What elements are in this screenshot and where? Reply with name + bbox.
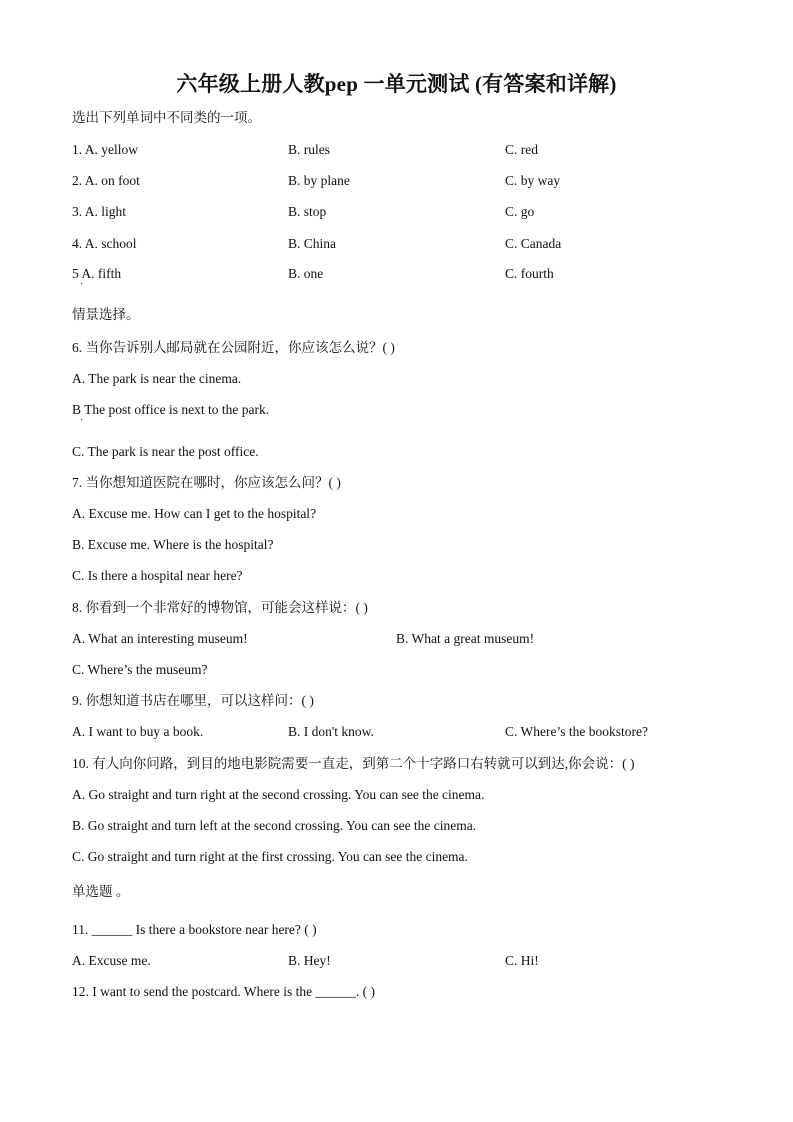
q9-option-b: B. I don't know.: [288, 724, 374, 739]
q3-option-b: B. stop: [288, 204, 327, 219]
q10-option-a: A. Go straight and turn right at the second crossing. You can see the cinema.: [72, 787, 485, 802]
q5-option-a: 5 A. fifth: [72, 266, 122, 281]
q9-question: 9. 你想知道书店在哪里，可以这样问：( ): [72, 693, 314, 708]
q1-option-c: C. red: [505, 142, 538, 157]
q7-option-b: B. Excuse me. Where is the hospital?: [72, 537, 274, 552]
page-title: 六年级上册人教pep 一单元测试 (有答案和详解): [176, 72, 617, 96]
q11-option-b: B. Hey!: [288, 953, 331, 968]
q12-question: 12. I want to send the postcard. Where is the ______. ( ): [72, 984, 376, 999]
q8-option-a: A. What an interesting museum!: [72, 631, 248, 646]
q6-option-c: C. The park is near the post office.: [72, 444, 259, 459]
q7-option-a: A. Excuse me. How can I get to the hospital?: [72, 506, 317, 521]
q5-option-c: C. fourth: [505, 266, 554, 281]
q6-option-a: A. The park is near the cinema.: [72, 371, 242, 386]
q10-option-b: B. Go straight and turn left at the second crossing. You can see the cinema.: [72, 818, 477, 833]
section3-heading: 单选题 。: [72, 884, 130, 899]
q6-question: 6. 当你告诉别人邮局就在公园附近，你应该怎么说？( ): [72, 340, 395, 355]
q1-option-b: B. rules: [288, 142, 330, 157]
q4-option-a: 4. A. school: [72, 236, 137, 251]
q3-option-a: 3. A. light: [72, 204, 127, 219]
q7-question: 7. 当你想知道医院在哪时，你应该怎么问？( ): [72, 475, 341, 490]
q1-option-a: 1. A. yellow: [72, 142, 138, 157]
q11-option-a: A. Excuse me.: [72, 953, 151, 968]
section1-heading: 选出下列单词中不同类的一项。: [72, 110, 261, 125]
q10-option-c: C. Go straight and turn right at the first crossing. You can see the cinema.: [72, 849, 468, 864]
q9-option-c: C. Where’s the bookstore?: [505, 724, 648, 739]
decorative-dot: ·: [80, 279, 84, 290]
q3-option-c: C. go: [505, 204, 535, 219]
q6-option-b: B The post office is next to the park.: [72, 402, 270, 417]
q4-option-b: B. China: [288, 236, 337, 251]
q11-question: 11. ______ Is there a bookstore near here? ( ): [72, 922, 317, 937]
q8-question: 8. 你看到一个非常好的博物馆，可能会这样说：( ): [72, 600, 368, 615]
q8-option-c: C. Where’s the museum?: [72, 662, 208, 677]
q4-option-c: C. Canada: [505, 236, 562, 251]
q9-option-a: A. I want to buy a book.: [72, 724, 204, 739]
q11-option-c: C. Hi!: [505, 953, 539, 968]
q2-option-a: 2. A. on foot: [72, 173, 140, 188]
section2-heading: 情景选择。: [72, 307, 140, 322]
q2-option-c: C. by way: [505, 173, 561, 188]
q8-option-b: B. What a great museum!: [396, 631, 535, 646]
decorative-dot: ·: [80, 415, 84, 426]
q2-option-b: B. by plane: [288, 173, 350, 188]
q5-option-b: B. one: [288, 266, 324, 281]
q7-option-c: C. Is there a hospital near here?: [72, 568, 243, 583]
q10-question: 10. 有人向你问路，到目的地电影院需要一直走，到第二个十字路口右转就可以到达,你会说：( ): [72, 756, 635, 771]
